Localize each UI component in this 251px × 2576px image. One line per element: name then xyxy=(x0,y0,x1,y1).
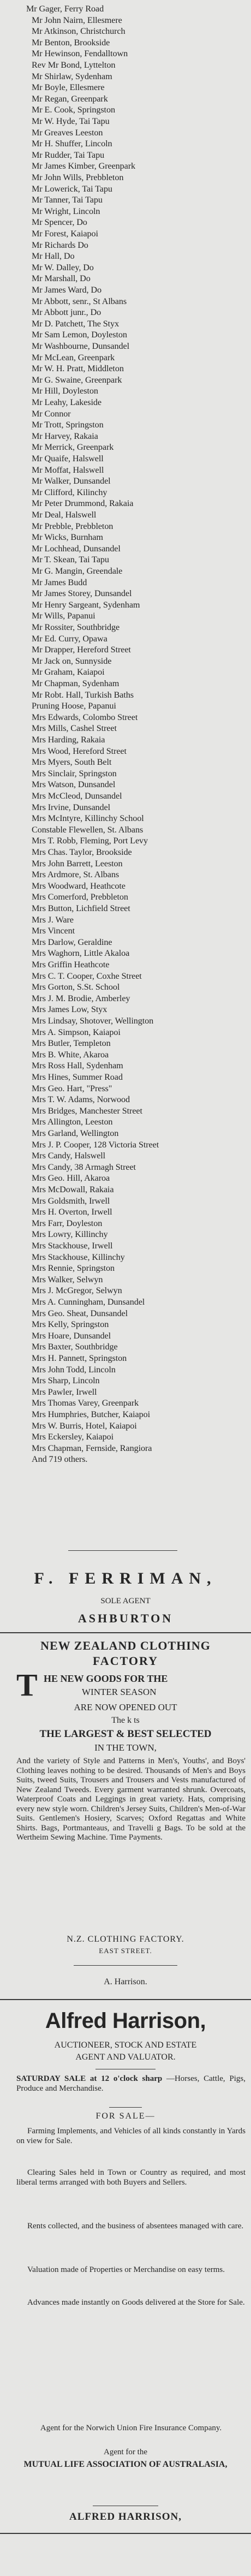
name-list-item: Mrs James Low, Styx xyxy=(32,1004,107,1015)
name-list-item: Mr Greaves Leeston xyxy=(32,127,103,138)
name-list-item: Mrs T. W. Adams, Norwood xyxy=(32,1094,130,1105)
clothing-title-2: FACTORY xyxy=(93,1654,158,1668)
name-list-item: Mrs A. Simpson, Kaiapoi xyxy=(32,1027,121,1037)
name-list-item: Mrs Lindsay, Shotover, Wellington xyxy=(32,1016,154,1026)
name-list-item: Mrs Myers, South Belt xyxy=(32,757,112,768)
name-list-item: Mr Boyle, Ellesmere xyxy=(32,82,105,93)
name-list-item: Mr Gager, Ferry Road xyxy=(26,4,104,14)
name-list-item: Mr Robt. Hall, Turkish Baths xyxy=(32,689,134,700)
name-list-item: Mrs Waghorn, Little Akaloa xyxy=(32,948,130,959)
name-list-item: Mrs B. White, Akaroa xyxy=(32,1049,109,1060)
name-list-item: Mrs Butler, Templeton xyxy=(32,1038,111,1049)
name-list-item: Mrs Darlow, Geraldine xyxy=(32,937,112,947)
name-list-item: Mrs Hoare, Dunsandel xyxy=(32,1330,111,1341)
name-list-item: Mr Graham, Kaiapoi xyxy=(32,667,105,677)
clothing-title: NEW ZEALAND CLOTHING xyxy=(40,1639,211,1652)
harrison-paragraph: Rents collected, and the business of absentees managed with care. xyxy=(27,2222,244,2230)
name-list-item: Mr John Nairn, Ellesmere xyxy=(32,15,122,25)
name-list-item: Mr E. Cook, Springston xyxy=(32,105,115,115)
name-list-item: Mrs Watson, Dunsandel xyxy=(32,780,116,790)
intro-line: WINTER SEASON xyxy=(82,1687,157,1697)
name-list-item: Mr Connor xyxy=(32,408,71,419)
name-list-item: Mr Peter Drummond, Rakaia xyxy=(32,498,134,509)
name-list-item: Mrs Humphries, Butcher, Kaiapoi xyxy=(32,1409,150,1419)
name-list-item: Mrs Sinclair, Springston xyxy=(32,768,117,778)
name-list-item: Mrs John Barrett, Leeston xyxy=(32,858,123,868)
name-list-item: Mrs Candy, Halswell xyxy=(32,1151,106,1161)
harrison-paragraph: Advances made instantly on Goods delivered at the Store for Sale. xyxy=(27,2298,245,2307)
name-list-item: Mrs Farr, Doyleston xyxy=(32,1218,103,1228)
agent-name: F. FERRIMAN, xyxy=(34,1569,217,1587)
agent-line-3: MUTUAL LIFE ASSOCIATION OF AUSTRALASIA, xyxy=(23,2460,228,2469)
name-list-item: Mrs J. M. Brodie, Amberley xyxy=(32,993,130,1003)
name-list-item: Mr Chapman, Sydenham xyxy=(32,679,119,688)
name-list-item: Mr Tanner, Tai Tapu xyxy=(32,195,103,205)
name-list-item: Mr Harvey, Rakaia xyxy=(32,431,98,441)
name-list-item: Mrs H. Pannett, Springston xyxy=(32,1353,127,1363)
harrison-paragraph: Valuation made of Properties or Merchandise on easy terms. xyxy=(27,2265,225,2274)
divider xyxy=(0,1632,251,1633)
name-list-item: Mr Spencer, Do xyxy=(32,217,87,228)
divider xyxy=(74,1965,177,1966)
for-sale-heading: FOR SALE— xyxy=(95,2111,156,2121)
intro-line: ARE NOW OPENED OUT xyxy=(74,1702,177,1712)
name-list-item: Mr W. Hyde, Tai Tapu xyxy=(32,116,110,126)
name-list-item: Mrs Eckersley, Kaiapoi xyxy=(32,1432,114,1442)
name-list-item: Mr Rudder, Tai Tapu xyxy=(32,150,105,160)
name-list-item: Mrs Geo. Hill, Akaroa xyxy=(32,1173,110,1183)
name-list-item: Mr Moffat, Halswell xyxy=(32,465,104,475)
name-list-item: Mr Merrick, Greenpark xyxy=(32,442,114,453)
name-list-item: Mrs Edwards, Colombo Street xyxy=(32,712,138,722)
name-list-item: Mr T. Skean, Tai Tapu xyxy=(32,555,109,565)
harrison-subtitle-2: AGENT AND VALUATOR. xyxy=(75,2053,176,2062)
name-list-item: Mr James Budd xyxy=(32,577,87,587)
name-list-item: Mr Benton, Brookside xyxy=(32,37,110,47)
sale-rest: —Horses, Cattle, Pigs, Produce and Merchandise. xyxy=(16,2074,246,2093)
name-list-item: Mr Ed. Curry, Opawa xyxy=(32,633,107,644)
clothing-signoff: A. Harrison. xyxy=(104,1977,147,1986)
name-list-item: Mrs Thomas Varey, Greenpark xyxy=(32,1398,139,1408)
name-list-item: Mrs Ardmore, St. Albans xyxy=(32,870,119,880)
factory-street: EAST STREET. xyxy=(99,1947,152,1955)
name-list-item: Mrs Kelly, Springston xyxy=(32,1319,109,1330)
ferriman-notice xyxy=(0,1569,251,1588)
name-list-item: Mr Forest, Kaiapoi xyxy=(32,229,98,239)
name-list-item: Mr Washbourne, Dunsandel xyxy=(32,341,129,351)
agent-place: ASHBURTON xyxy=(77,1611,174,1625)
saturday-sale xyxy=(16,2074,246,2093)
divider xyxy=(0,1999,251,2000)
name-list-item: Mrs Chas. Taylor, Brookside xyxy=(32,847,132,857)
name-list-item: Mrs Stackhouse, Killinchy xyxy=(32,1252,125,1262)
name-list-item: Mrs W. Burris, Hotel, Kaiapoi xyxy=(32,1420,137,1431)
harrison-name: Alfred Harrison, xyxy=(45,2009,206,2033)
name-list-item: Mrs Chapman, Fernside, Rangiora xyxy=(32,1443,152,1453)
name-list-item: Mrs Irvine, Dunsandel xyxy=(32,802,111,812)
name-list-item: Mr Hall, Do xyxy=(32,251,75,261)
name-list-item: Mrs Sharp, Lincoln xyxy=(32,1376,100,1386)
harrison-subtitle: AUCTIONEER, STOCK AND ESTATE xyxy=(54,2040,197,2050)
name-list-item: Mr W. Dalley, Do xyxy=(32,262,94,272)
drop-cap: T xyxy=(16,1667,38,1703)
divider xyxy=(0,2533,251,2534)
name-list-item: Mr Atkinson, Christchurch xyxy=(32,26,125,37)
name-list-item: Mrs Mills, Cashel Street xyxy=(32,723,117,734)
harrison-paragraph: Farming Implements, and Vehicles of all kinds constantly in Yards on view for Sale. xyxy=(16,2127,246,2145)
name-list-item: Mrs Vincent xyxy=(32,926,75,936)
name-list-item: Mr W. H. Pratt, Middleton xyxy=(32,364,124,374)
name-list-item: Mr Shirlaw, Sydenham xyxy=(32,71,112,81)
name-list-item: Mrs J. McGregor, Selwyn xyxy=(32,1286,122,1296)
harrison-closing: ALFRED HARRISON, xyxy=(69,2511,182,2523)
name-list-item: Constable Flewellen, St. Albans xyxy=(32,824,144,835)
name-list-item: Mrs C. T. Cooper, Coxhe Street xyxy=(32,971,142,981)
name-list-item: Mrs A. Cunningham, Dunsandel xyxy=(32,1297,145,1307)
harrison-paragraph: Clearing Sales held in Town or Country as required, and most liberal terms arranged with both Buyers and Sellers. xyxy=(16,2168,246,2187)
name-list-item: Mr Hewinson, Fendalltown xyxy=(32,49,128,59)
name-list-item: Mrs McDowall, Rakaia xyxy=(32,1185,114,1194)
name-list-item: Mr Sam Lemon, Doyleston xyxy=(32,330,127,340)
name-list-item: Mr Wills, Papanui xyxy=(32,611,95,621)
name-list-item: Mrs Hines, Summer Road xyxy=(32,1072,123,1082)
name-list-item: Mr Lowerick, Tai Tapu xyxy=(32,183,112,194)
agent-role: SOLE AGENT xyxy=(100,1597,151,1605)
name-list-item: Mrs Bridges, Manchester Street xyxy=(32,1105,142,1116)
name-list-item: Mr Clifford, Kilinchy xyxy=(32,487,107,497)
name-list-item: Mr Hill, Doyleston xyxy=(32,386,98,396)
name-list-item: Mrs Comerford, Prebbleton xyxy=(32,892,128,902)
name-list-item: Mrs Walker, Selwyn xyxy=(32,1274,103,1284)
name-list-item: Mr Leahy, Lakeside xyxy=(32,397,101,407)
name-list-item: Mrs H. Overton, Irwell xyxy=(32,1207,112,1217)
name-list-item: Mrs Candy, 38 Armagh Street xyxy=(32,1162,136,1172)
name-list-item: Mrs Geo. Hart, "Press" xyxy=(32,1083,112,1093)
name-list-item: Mrs Allington, Leeston xyxy=(32,1117,113,1127)
name-list-item: Mrs Pawler, Irwell xyxy=(32,1387,97,1397)
name-list-item: Mr Deal, Halswell xyxy=(32,510,97,520)
name-list-item: Mr Abbott junr., Do xyxy=(32,307,101,318)
name-list-item: Mr Prebble, Prebbleton xyxy=(32,521,113,531)
name-list-item: Mrs Button, Lichfield Street xyxy=(32,903,130,913)
name-list-item: Mrs McCleod, Dunsandel xyxy=(32,791,122,801)
name-list-item: Mrs T. Robb, Fleming, Port Levy xyxy=(32,836,148,846)
name-list-item: Mr Walker, Dunsandel xyxy=(32,476,111,486)
name-list-item: Mr G. Mangin, Greendale xyxy=(32,566,123,576)
name-list-item: Mr G. Swaine, Greenpark xyxy=(32,374,122,385)
name-list-item: Pruning Hoose, Papanui xyxy=(32,701,116,711)
name-list-item: Mrs Goldsmith, Irwell xyxy=(32,1195,110,1206)
name-list-item: Mr Richards Do xyxy=(32,240,88,250)
name-list-item: Mr Drapper, Hereford Street xyxy=(32,645,131,655)
factory-name: N.Z. CLOTHING FACTORY. xyxy=(67,1935,184,1944)
name-list-item: Rev Mr Bond, Lyttelton xyxy=(32,60,116,70)
name-list-item: Mr McLean, Greenpark xyxy=(32,352,115,362)
name-list-item: Mr John Wills, Prebbleton xyxy=(32,172,124,182)
name-list-item: And 719 others. xyxy=(32,1454,88,1465)
name-list-item: Mr Wicks, Burnham xyxy=(32,532,103,543)
name-list-item: Mr James Storey, Dunsandel xyxy=(32,588,132,599)
name-list-item: Mr Marshall, Do xyxy=(32,273,91,284)
name-list-item: Mrs Woodward, Heathcote xyxy=(32,881,125,891)
divider xyxy=(68,1550,177,1551)
divider xyxy=(109,2107,142,2108)
name-list-item: Mr D. Patchett, The Styx xyxy=(32,318,119,329)
name-list-item: Mrs Griffin Heathcote xyxy=(32,960,110,969)
name-list-item: Mr Regan, Greenpark xyxy=(32,93,108,104)
name-list-item: Mrs J. Ware xyxy=(32,914,74,925)
name-list-item: Mr Rossiter, Southbridge xyxy=(32,622,120,632)
name-list-item: Mrs J. P. Cooper, 128 Victoria Street xyxy=(32,1139,159,1150)
name-list-item: Mrs Gorton, S.St. School xyxy=(32,982,120,992)
intro-line: THE LARGEST & BEST SELECTED xyxy=(39,1728,212,1740)
intro-line: HE NEW GOODS FOR THE xyxy=(44,1673,168,1684)
sale-lead: SATURDAY SALE at 12 o'clock sharp xyxy=(16,2074,163,2083)
name-list-item: Mrs Stackhouse, Irwell xyxy=(32,1241,113,1251)
name-list-item: Mr Jack on, Sunnyside xyxy=(32,656,112,666)
name-list-item: Mr Abbott, senr., St Albans xyxy=(32,296,127,306)
name-list-item: Mrs Garland, Wellington xyxy=(32,1128,119,1138)
name-list-item: Mrs Ross Hall, Sydenham xyxy=(32,1061,123,1071)
name-list-item: Mr Lochhead, Dunsandel xyxy=(32,543,121,554)
agent-line: Agent for the Norwich Union Fire Insurance Company. xyxy=(40,2424,222,2432)
agent-line-2: Agent for the xyxy=(104,2448,147,2456)
name-list-item: Mr Wright, Lincoln xyxy=(32,206,100,216)
name-list-item: Mr James Ward, Do xyxy=(32,285,101,295)
name-list-item: Mrs Wood, Hereford Street xyxy=(32,746,127,756)
name-list-item: Mrs Harding, Rakaia xyxy=(32,735,105,745)
name-list-item: Mrs Rennie, Springston xyxy=(32,1263,115,1274)
name-list-item: Mrs Geo. Sheat, Dunsandel xyxy=(32,1308,128,1318)
name-list-item: Mrs John Todd, Lincoln xyxy=(32,1364,116,1375)
name-list-item: Mr Quaife, Halswell xyxy=(32,454,104,463)
name-list-item: Mrs Baxter, Southbridge xyxy=(32,1342,118,1352)
name-list-item: Mr Henry Sargeant, Sydenham xyxy=(32,599,140,610)
intro-line: The k ts xyxy=(111,1716,140,1725)
clothing-body: And the variety of Style and Patterns in Men's, Youths', and Boys' Clothing leaves nothing to be desired. Thousands of Men's and Boys Suits, tweed Suits, Trousers and Trousers and Vests manufactured of New Zealand Tweeds. Every garment warranted shrunk. Overcoats, Waterproof Coats and Leggings in great variety. Hats, comprising every new style worn. Children's Jersey Suits, Children's Men-of-War Suits. Gentlemen's Hosiery, Scarves; Oxford Regattas and White Shirts. Bags, Portmanteaus, and Travelli g Bags. To be sold at the Wertheim Sewing Machine. Time Payments. xyxy=(16,1757,246,1842)
name-list-item: Mr Trott, Springston xyxy=(32,420,104,430)
name-list-item: Mrs Lowry, Killinchy xyxy=(32,1229,108,1240)
name-list-item: Mr H. Shuffer, Lincoln xyxy=(32,139,112,149)
name-list-item: Mr James Kimber, Greenpark xyxy=(32,161,136,171)
intro-line: IN THE TOWN, xyxy=(94,1742,157,1753)
name-list-item: Mrs McIntyre, Killinchy School xyxy=(32,813,144,824)
